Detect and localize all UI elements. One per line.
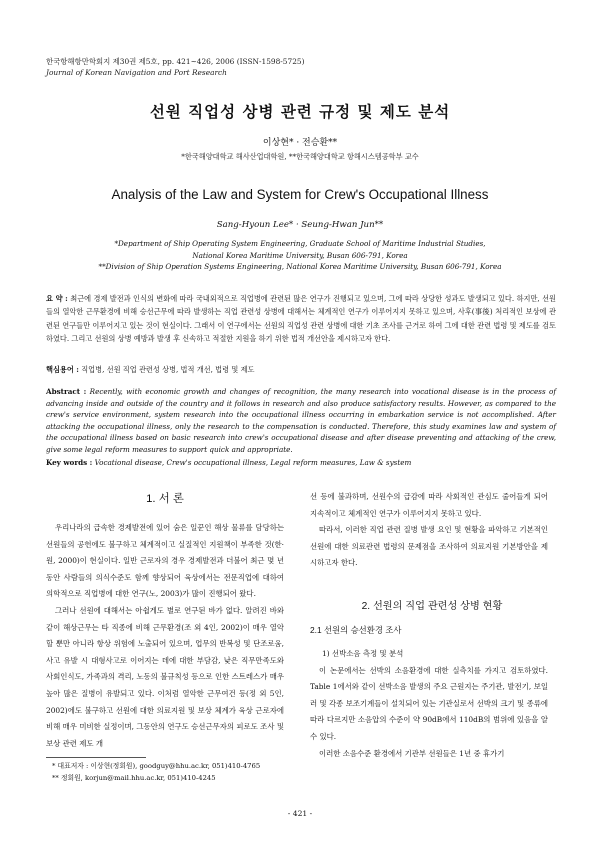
title-english: Analysis of the Law and System for Crew's Occupational Illness: [111, 187, 489, 202]
right-column-top: [310, 489, 548, 572]
abstract-english-label: Abstract :: [46, 387, 87, 396]
subsubsection-heading: 1) 선박소음 측정 및 분석: [322, 649, 404, 658]
keywords-english: [46, 456, 556, 469]
abstract-korean: [46, 292, 556, 346]
journal-line-en: Journal of Korean Navigation and Port Research: [46, 68, 227, 77]
abstract-korean-text: 최근에 경제 발전과 인식의 변화에 따라 국내외적으로 직업병에 관련된 많은 연구가 진행되고 있으며, 그에 따라 상당한 성과도 발생되고 있다. 하지만, 선원들의 열악한 근무환경에 비해 승선근무에 따라 발생하는 직업 관련성 상병에 대해서는 체계적인 연구가 이루어지지 못하고 있으며, 사후(事後) 처리적인 보상에 관련된 연구들만 이루어지고 있는 것이 현실이다. 그래서 이 연구에서는 선원의 직업성 관련 상병에 대한 기초 조사를 근거로 하여 그에 대한 관련 법령 및 제도를 검토하였다. 그리고 선원의 상병 예방과 발생 후 신속하고 적절한 지원을 하기 위한 법적 개선안을 제시하고자 한다.: [46, 294, 556, 344]
authors-korean: 이상현* · 전승환**: [262, 138, 338, 148]
footnote-divider: [46, 757, 146, 758]
keywords-korean-text: 직업병, 선원 직업 관련성 상병, 법적 개선, 법령 및 제도: [81, 365, 255, 374]
abstract-english: [46, 386, 556, 455]
footnote: ** 정회원, korjun@mail.hhu.ac.kr, 051)410-4245: [52, 773, 216, 782]
footnotes: [52, 761, 260, 784]
keywords-korean: [46, 363, 556, 376]
section-heading: 1. 서 론: [146, 493, 184, 505]
abstract-english-text: Recently, with economic growth and changes of recognition, the many research into vocational disease is in the process of advancing inside and outside of the country and it follows in research and also produce satisfactory results. However, as compared to the crew's service environment, system research into the occupational illness occurring in embarkation service is not accomplished. After attacking the occupational illness, only the research to the compensation is conducted. Therefore, this study examines law and system of the occupational illness based on basic research into crew's occupational disease and after disease preventing and attacking of the crew, give some legal reform measures to support quick and appropriate.: [46, 387, 556, 454]
body-paragraph: 이 논문에서는 선박의 소음환경에 대한 실측치를 가지고 검토하였다. Table 1에서와 같이 선박소음 발생의 주요 근원지는 주기관, 발전기, 보일러 및 각종 보조기계들이 설치되어 있는 기관실로서 선박의 크기 및 종류에 따라 다르지만 소음압의 수준이 약 90dB에서 110dB의 범위에 있음을 알 수 있다.: [310, 665, 548, 741]
page-number: - 421 -: [287, 809, 313, 818]
authors-english: Sang-Hyoun Lee* · Seung-Hwan Jun**: [216, 220, 384, 230]
section-heading: 2. 선원의 직업 관련성 상병 현황: [361, 601, 503, 612]
affiliation-line: **Division of Ship Operation Systems Engineering, National Korea Maritime University, Busan 606-791, Korea: [98, 262, 502, 272]
keywords-english-text: Vocational disease, Crew's occupational illness, Legal reform measures, Law & system: [94, 458, 412, 467]
subsection-heading: 2.1 선원의 승선환경 조사: [310, 625, 402, 635]
affiliation-line: National Korea Maritime University, Busan 606-791, Korea: [192, 250, 408, 260]
footnote: * 대표저자 : 이상현(정회원), goodguy@hhu.ac.kr, 051)410-4765: [52, 762, 261, 770]
affiliation-line: *Department of Ship Operating System Engineering, Graduate School of Maritime Industrial Studies,: [114, 239, 486, 248]
keywords-korean-label: 핵심용어 :: [46, 365, 79, 374]
body-paragraph: 선 등에 불과하며, 선원수의 급감에 따라 사회적인 관심도 줄어들게 되어 지속적이고 체계적인 연구가 이루어지지 못하고 있다.: [310, 492, 548, 518]
body-paragraph: 우리나라의 급속한 경제발전에 있어 숨은 일꾼인 해상 물류를 담당하는 선원들의 공헌에도 불구하고 체계적이고 실질적인 지원책이 부족한 것(한·원, 2000)이 현실이다. 일반 근로자의 경우 경제발전과 더불어 최근 몇 년 동안 사람들의 의식수준도 함께 향상되어 육상에서는 전문직업에 대하여 의학적으로 직업병에 대한 연구(노, 2003)가 많이 진행되어 왔다.: [46, 523, 284, 599]
body-paragraph: 이러한 소음수준 환경에서 기관부 선원들은 1년 중 휴가기: [319, 748, 505, 758]
journal-header: [46, 56, 305, 78]
body-paragraph: 그러나 선원에 대해서는 아쉽게도 별로 연구된 바가 없다. 알려진 바와 같이 해상근무는 타 직종에 비해 근무환경(조 외 4인, 2002)이 매우 열악할 뿐만 아니라 항상 위험에 노출되어 있으며, 업무의 반복성 및 단조로움, 사고 유발 시 대형사고로 이어지는 데에 대한 부담감, 낮은 직무만족도와 사회인식도, 가족과의 격리, 노동의 불규칙성 등으로 인한 스트레스가 매우 높아 많은 질병이 유발되고 있다. 이처럼 열악한 근무여건 등(정 외 5인, 2002)에도 불구하고 선원에 대한 의료지원 및 보상 체계가 육상 근로자에 비해 매우 미비한 실정이며, 그동안의 연구도 승선근무자의 피로도 조사 및 보상 관련 제도 개: [46, 605, 284, 748]
body-paragraph: 따라서, 이러한 직업 관련 질병 발생 요인 및 현황을 파악하고 기본적인 선원에 대한 의료관련 법령의 문제점을 조사하여 의료지원 기본방안을 제시하고자 한다.: [310, 525, 548, 568]
affiliations-korean: *한국해양대학교 해사산업대학원, **한국해양대학교 항해시스템공학부 교수: [181, 152, 419, 161]
title-korean: 선원 직업성 상병 관련 규정 및 제도 분석: [149, 102, 451, 121]
right-column-bottom: [310, 646, 548, 762]
abstract-korean-label: 요 약 :: [46, 294, 68, 303]
left-column: [46, 520, 284, 752]
journal-line-ko: 한국항해항만학회지 제30권 제5호, pp. 421~426, 2006 (ISSN-1598-5725): [46, 57, 305, 66]
affiliations-english: [0, 238, 600, 273]
keywords-english-label: Key words :: [46, 458, 93, 467]
